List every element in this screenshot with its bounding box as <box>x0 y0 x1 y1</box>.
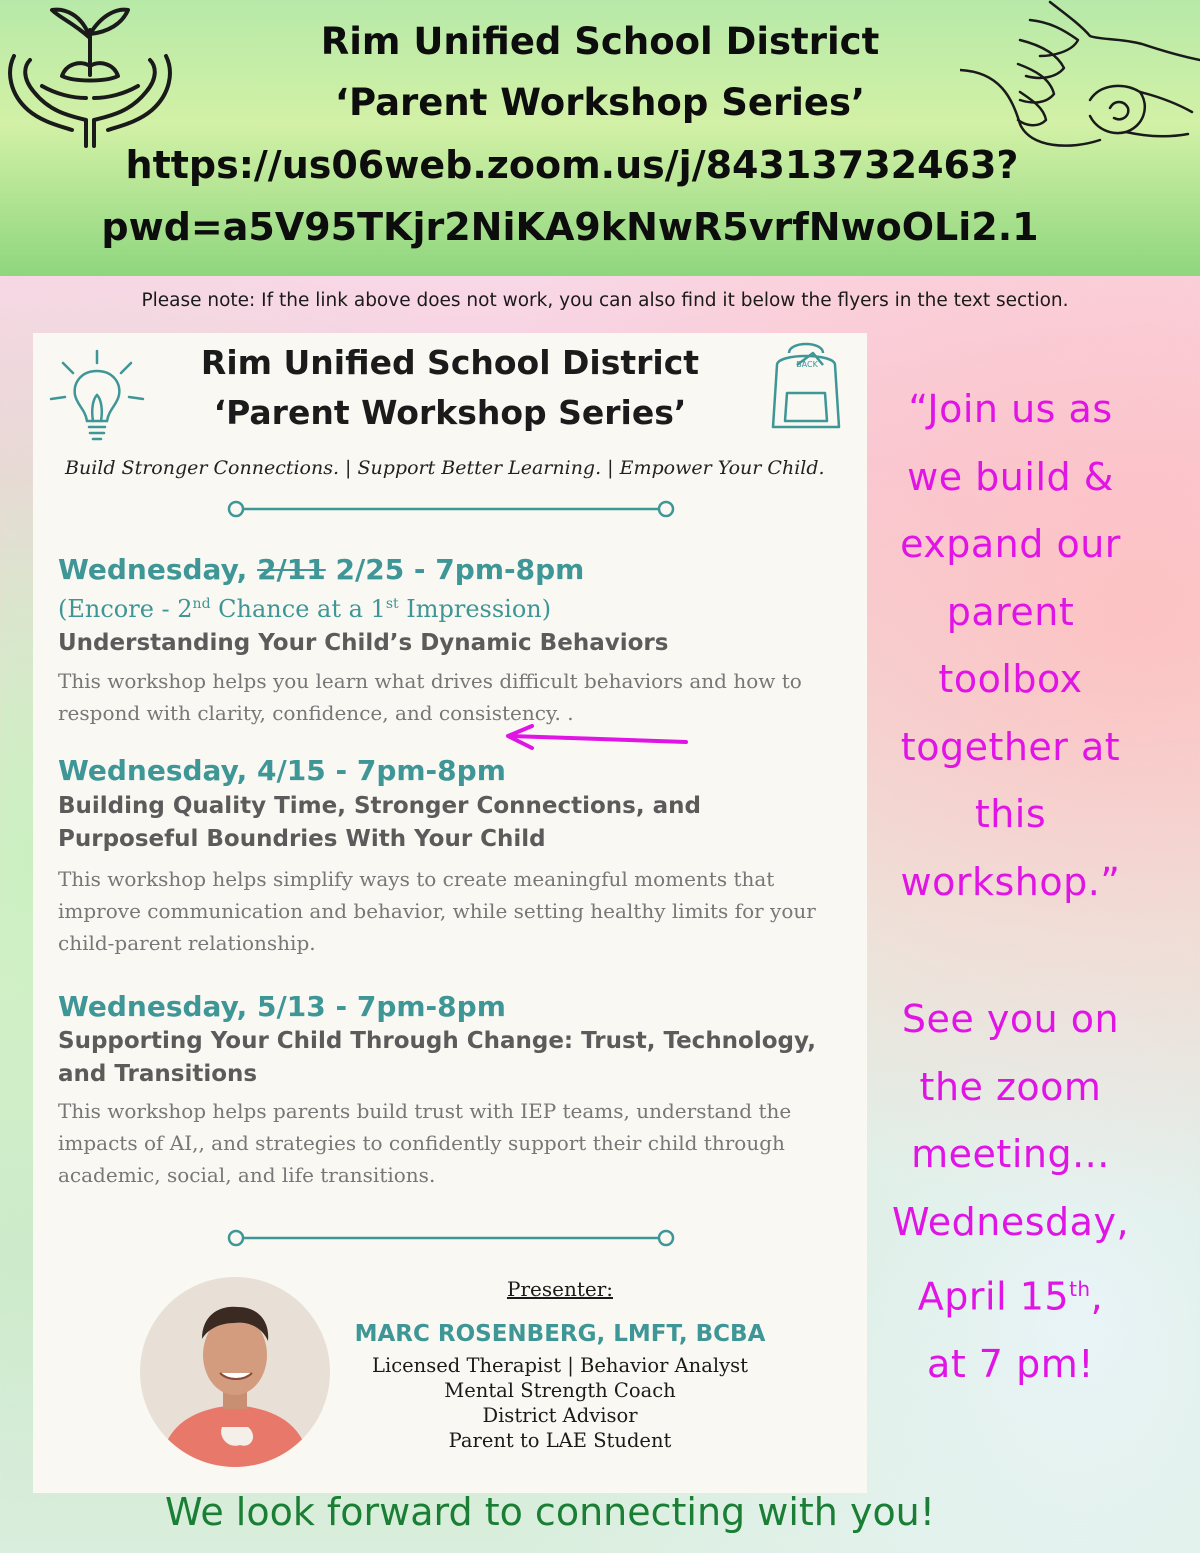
presenter-credit-1: Licensed Therapist | Behavior Analyst <box>372 1354 748 1377</box>
side-zoom-line: See you on <box>901 997 1120 1041</box>
side-quote <box>873 376 1148 916</box>
header-banner <box>0 0 1200 276</box>
side-zoom-date: April 15th, <box>917 1274 1104 1319</box>
session3-description: This workshop helps parents build trust with IEP teams, understand the impacts of AI,, and strategies to confidently support their child through academic, social, and life transitions. <box>58 1099 792 1187</box>
side-zoom-time: at 7 pm! <box>927 1342 1094 1387</box>
flyer-tagline: Build Stronger Connections. | Support Better Learning. | Empower Your Child. <box>65 457 825 479</box>
side-quote-line: parent <box>946 589 1075 634</box>
flyer-district-title: Rim Unified School District <box>200 343 700 382</box>
presenter-credit-4: Parent to LAE Student <box>448 1429 672 1452</box>
presenter-name: MARC ROSENBERG, LMFT, BCBA <box>354 1321 766 1347</box>
presenter-avatar <box>140 1277 330 1467</box>
presenter-credit-2: Mental Strength Coach <box>444 1379 676 1402</box>
side-quote-line: workshop.” <box>900 859 1121 904</box>
header-series-title: ‘Parent Workshop Series’ <box>334 81 866 124</box>
header-district-title: Rim Unified School District <box>320 20 880 63</box>
session1-date <box>58 553 584 586</box>
arrow-left-icon <box>502 724 692 754</box>
workshop-flyer <box>33 333 867 1493</box>
side-quote-line: expand our <box>900 522 1121 566</box>
session1-title: Understanding Your Child’s Dynamic Behaviors <box>58 630 669 656</box>
zoom-link-line2[interactable]: pwd=a5V95TKjr2NiKA9kNwR5vrfNwoOLi2.1 <box>101 205 1039 249</box>
divider-top <box>226 500 676 518</box>
session1-date-prefix: Wednesday, <box>58 553 248 586</box>
side-zoom-line: meeting... <box>911 1132 1110 1176</box>
side-quote-line: together at <box>900 724 1121 769</box>
divider-bottom <box>226 1229 676 1247</box>
presenter-credits <box>333 1353 787 1453</box>
session1-encore: (Encore - 2nd Chance at a 1st Impression) <box>58 595 552 623</box>
presenter-credit-3: District Advisor <box>482 1404 638 1427</box>
footer-message: We look forward to connecting with you! <box>164 1490 936 1534</box>
side-zoom-reminder <box>873 986 1148 1399</box>
session1-description: This workshop helps you learn what drives difficult behaviors and how to respond with clarity, confidence, and consistency. . <box>58 669 802 725</box>
session3-date: Wednesday, 5/13 - 7pm-8pm <box>58 990 506 1023</box>
session2-title: Building Quality Time, Stronger Connections, and Purposeful Boundries With Your Child <box>58 793 701 852</box>
session1-date-new: 2/25 - 7pm-8pm <box>335 553 585 586</box>
zoom-link-line1[interactable]: https://us06web.zoom.us/j/84313732463? <box>125 143 1019 187</box>
link-note: Please note: If the link above does not work, you can also find it below the flyers in the text section. <box>141 290 1069 311</box>
flyer-series-title: ‘Parent Workshop Series’ <box>213 393 687 432</box>
side-quote-line: “Join us as <box>908 387 1113 431</box>
side-quote-line: this <box>974 792 1047 836</box>
side-zoom-line: Wednesday, <box>891 1199 1130 1244</box>
presenter-label: Presenter: <box>506 1277 613 1301</box>
session1-date-struck: 2/11 <box>257 553 326 586</box>
session2-date: Wednesday, 4/15 - 7pm-8pm <box>58 754 506 787</box>
session2-description: This workshop helps simplify ways to create meaningful moments that improve communication and behavior, while setting healthy limits for your child-parent relationship. <box>58 867 816 955</box>
side-quote-line: we build & <box>907 454 1114 499</box>
session3-title: Supporting Your Child Through Change: Trust, Technology, and Transitions <box>58 1028 816 1087</box>
svg-text:BACK: BACK <box>796 360 818 369</box>
side-zoom-line: the zoom <box>919 1064 1102 1109</box>
side-quote-line: toolbox <box>938 657 1083 701</box>
